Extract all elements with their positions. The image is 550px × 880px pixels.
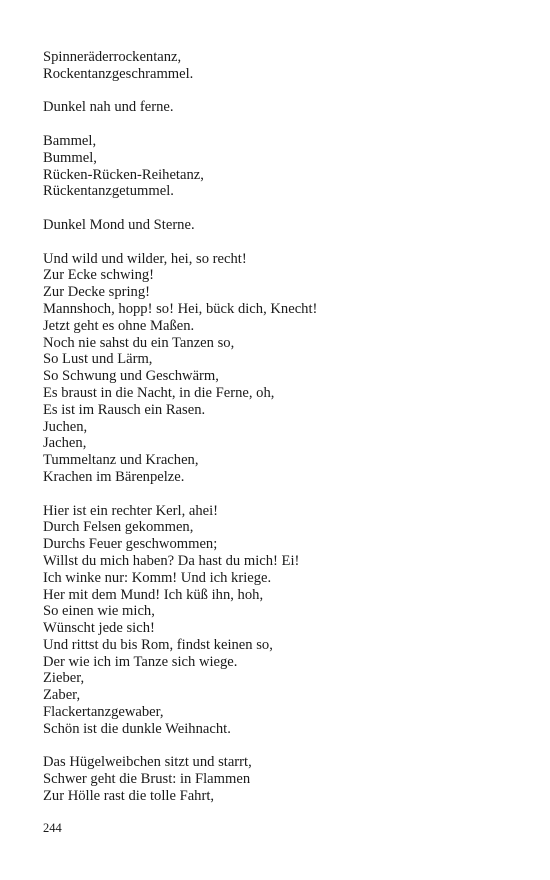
verse-line: Juchen,: [43, 418, 88, 435]
poem-body: [43, 49, 513, 822]
verse-line: So einen wie mich,: [43, 603, 155, 620]
verse-line: Rücken-Rücken-Reihetanz,: [43, 166, 204, 183]
verse-line: Zur Decke spring!: [43, 284, 150, 301]
verse-line: Wünscht jede sich!: [43, 620, 155, 637]
verse-line: Dunkel nah und ferne.: [43, 99, 174, 116]
verse-line: Schön ist die dunkle Weihnacht.: [43, 720, 231, 737]
verse-line: Durchs Feuer geschwommen;: [43, 536, 218, 553]
verse-line: So Lust und Lärm,: [43, 351, 153, 368]
page-number: 244: [43, 821, 62, 835]
verse-line: Und wild und wilder, hei, so recht!: [43, 250, 247, 267]
verse-line: Zaber,: [43, 687, 81, 704]
stanza: [43, 503, 513, 738]
verse-line: Bammel,: [43, 132, 97, 149]
verse-line: Jetzt geht es ohne Maßen.: [43, 317, 195, 334]
verse-line: Durch Felsen gekommen,: [43, 519, 194, 536]
stanza: [43, 251, 513, 486]
verse-line: Willst du mich haben? Da hast du mich! Ei!: [43, 552, 300, 569]
verse-line: Noch nie sahst du ein Tanzen so,: [43, 334, 235, 351]
verse-line: Rockentanzgeschrammel.: [43, 65, 194, 82]
verse-line: Spinneräderrockentanz,: [43, 49, 182, 65]
verse-line: So Schwung und Geschwärm,: [43, 368, 219, 385]
stanza: [43, 99, 513, 116]
verse-line: Her mit dem Mund! Ich küß ihn, hoh,: [43, 586, 264, 603]
verse-line: Das Hügelweibchen sitzt und starrt,: [43, 754, 252, 771]
verse-line: Zieber,: [43, 670, 85, 687]
verse-line: Flackertanzgewaber,: [43, 704, 164, 721]
stanza: [43, 133, 513, 200]
verse-line: Zur Ecke schwing!: [43, 267, 155, 284]
verse-line: Tummeltanz und Krachen,: [43, 452, 199, 469]
verse-line: Dunkel Mond und Sterne.: [43, 216, 195, 233]
verse-line: Schwer geht die Brust: in Flammen: [43, 771, 251, 788]
verse-line: Ich winke nur: Komm! Und ich kriege.: [43, 569, 272, 586]
verse-line: Jachen,: [43, 435, 87, 452]
verse-line: Und rittst du bis Rom, findst keinen so,: [43, 636, 273, 653]
verse-line: Bummel,: [43, 149, 97, 166]
verse-line: Mannshoch, hopp! so! Hei, bück dich, Knecht!: [43, 300, 318, 317]
verse-line: Hier ist ein rechter Kerl, ahei!: [43, 502, 219, 519]
verse-line: Rückentanzgetummel.: [43, 183, 174, 200]
stanza: [43, 754, 513, 804]
verse-line: Krachen im Bärenpelze.: [43, 468, 185, 485]
stanza: [43, 49, 513, 83]
stanza: [43, 217, 513, 234]
verse-line: Zur Hölle rast die tolle Fahrt,: [43, 788, 215, 805]
verse-line: Der wie ich im Tanze sich wiege.: [43, 653, 238, 670]
verse-line: Es braust in die Nacht, in die Ferne, oh,: [43, 384, 275, 401]
verse-line: Es ist im Rausch ein Rasen.: [43, 401, 206, 418]
